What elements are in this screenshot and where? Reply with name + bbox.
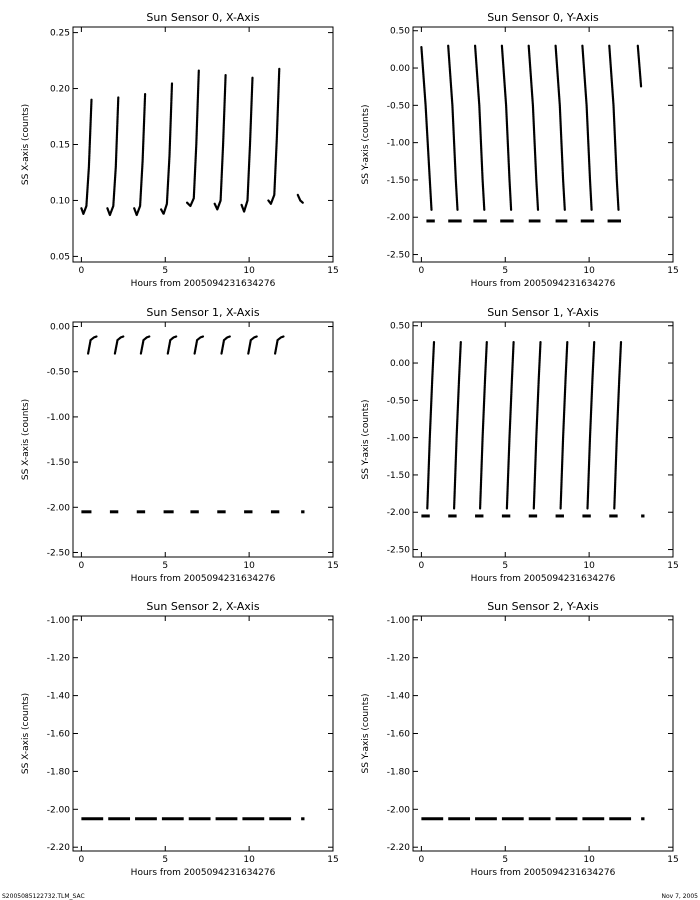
data-series-segment — [556, 46, 565, 210]
plot-frame — [413, 322, 673, 557]
x-axis-label: Hours from 2005094231634276 — [470, 279, 616, 289]
data-series-segment — [638, 46, 641, 87]
data-series-segment — [242, 77, 253, 211]
y-tick-label: -1.00 — [46, 412, 70, 423]
data-series-segment — [215, 75, 226, 209]
x-tick-label: 5 — [162, 561, 169, 571]
data-series-segment — [582, 46, 591, 210]
x-tick-label: 0 — [418, 561, 425, 571]
plot-frame — [413, 27, 673, 262]
y-tick-label: -1.40 — [46, 691, 70, 702]
y-axis-label: SS X-axis (counts) — [21, 692, 31, 775]
y-tick-label: -2.00 — [386, 508, 410, 519]
y-tick-label: -1.80 — [46, 767, 70, 778]
y-tick-label: 0.50 — [389, 321, 410, 332]
x-tick-label: 10 — [243, 561, 255, 571]
y-tick-label: -1.80 — [386, 767, 410, 778]
chart-panel-2 — [21, 306, 339, 584]
y-tick-label: -1.00 — [46, 615, 70, 626]
data-series-segment — [187, 71, 199, 206]
data-series-segment — [268, 68, 279, 203]
data-series-segment — [222, 337, 230, 354]
y-tick-label: 0.15 — [49, 140, 70, 151]
x-tick-label: 0 — [78, 561, 85, 571]
y-tick-label: -1.00 — [386, 138, 410, 149]
chart-title: Sun Sensor 0, Y-Axis — [487, 11, 599, 24]
x-axis-label: Hours from 2005094231634276 — [130, 868, 276, 878]
y-tick-label: -2.20 — [386, 843, 410, 854]
x-tick-label: 10 — [583, 266, 595, 276]
data-series-segment — [168, 337, 176, 354]
y-tick-label: -1.40 — [386, 691, 410, 702]
data-series-segment — [507, 342, 514, 508]
y-tick-label: -1.50 — [386, 175, 410, 186]
data-series-segment — [298, 195, 303, 203]
x-axis-label: Hours from 2005094231634276 — [470, 868, 616, 878]
data-series-segment — [561, 342, 568, 508]
y-tick-label: -1.20 — [46, 653, 70, 664]
x-tick-label: 15 — [667, 855, 679, 865]
y-tick-label: -2.00 — [46, 805, 70, 816]
data-series-segment — [502, 46, 511, 210]
data-series-segment — [248, 337, 256, 354]
y-tick-label: 0.00 — [49, 322, 70, 333]
x-tick-label: 5 — [502, 266, 509, 276]
y-tick-label: 0.20 — [49, 84, 70, 95]
chart-panel-0 — [21, 11, 339, 289]
y-tick-label: -1.00 — [386, 615, 410, 626]
y-tick-label: 0.00 — [389, 64, 410, 75]
y-tick-label: -1.20 — [386, 653, 410, 664]
x-tick-label: 10 — [583, 855, 595, 865]
x-axis-label: Hours from 2005094231634276 — [130, 574, 276, 584]
x-axis-label: Hours from 2005094231634276 — [130, 279, 276, 289]
plot-frame — [413, 616, 673, 851]
chart-title: Sun Sensor 1, X-Axis — [146, 306, 260, 319]
x-tick-label: 15 — [327, 266, 339, 276]
data-series-segment — [534, 342, 541, 508]
y-tick-label: 0.50 — [389, 26, 410, 37]
chart-title: Sun Sensor 2, Y-Axis — [487, 600, 599, 613]
y-tick-label: -2.50 — [386, 545, 410, 556]
chart-title: Sun Sensor 1, Y-Axis — [487, 306, 599, 319]
y-tick-label: -2.50 — [46, 548, 70, 559]
y-axis-label: SS Y-axis (counts) — [361, 104, 371, 185]
y-tick-label: -1.50 — [46, 458, 70, 469]
chart-title: Sun Sensor 0, X-Axis — [146, 11, 260, 24]
chart-title: Sun Sensor 2, X-Axis — [146, 600, 260, 613]
chart-panel-1 — [361, 11, 679, 289]
y-tick-label: -1.50 — [386, 470, 410, 481]
y-tick-label: -1.00 — [386, 433, 410, 444]
plot-date: Nov 7, 2005 — [661, 893, 698, 900]
data-series-segment — [115, 337, 123, 354]
plot-frame — [73, 27, 333, 262]
data-series-segment — [609, 46, 618, 210]
x-tick-label: 10 — [243, 266, 255, 276]
data-series-segment — [480, 342, 487, 508]
x-tick-label: 10 — [243, 855, 255, 865]
y-tick-label: -2.20 — [46, 843, 70, 854]
data-series-segment — [448, 46, 457, 210]
x-tick-label: 5 — [162, 855, 169, 865]
chart-panel-4 — [21, 600, 339, 878]
y-tick-label: 0.10 — [49, 196, 70, 207]
x-tick-label: 15 — [667, 561, 679, 571]
y-tick-label: -1.60 — [46, 729, 70, 740]
y-tick-label: 0.00 — [389, 359, 410, 370]
data-series-segment — [81, 100, 91, 214]
data-series-segment — [107, 98, 118, 216]
data-series-segment — [614, 342, 621, 508]
data-series-segment — [275, 337, 283, 354]
x-tick-label: 5 — [502, 855, 509, 865]
chart-panel-3 — [361, 306, 679, 584]
x-tick-label: 15 — [667, 266, 679, 276]
x-tick-label: 0 — [418, 855, 425, 865]
data-series-segment — [421, 47, 431, 210]
source-filename: S2005085122732.TLM_SAC — [2, 893, 85, 900]
y-tick-label: -0.50 — [46, 367, 70, 378]
x-axis-label: Hours from 2005094231634276 — [470, 574, 616, 584]
data-series-segment — [134, 94, 145, 215]
x-tick-label: 0 — [78, 266, 85, 276]
plot-frame — [73, 616, 333, 851]
x-tick-label: 5 — [162, 266, 169, 276]
y-tick-label: -1.60 — [386, 729, 410, 740]
y-tick-label: 0.25 — [49, 28, 70, 39]
y-tick-label: -2.50 — [386, 250, 410, 261]
x-tick-label: 0 — [78, 855, 85, 865]
x-tick-label: 5 — [502, 561, 509, 571]
data-series-segment — [454, 342, 461, 508]
y-axis-label: SS X-axis (counts) — [21, 103, 31, 186]
data-series-segment — [141, 337, 149, 354]
data-series-segment — [88, 337, 96, 354]
y-tick-label: -2.00 — [386, 805, 410, 816]
plot-frame — [73, 322, 333, 557]
data-series-segment — [529, 46, 538, 210]
y-tick-label: -0.50 — [386, 101, 410, 112]
x-tick-label: 0 — [418, 266, 425, 276]
y-tick-label: -2.00 — [386, 213, 410, 224]
y-axis-label: SS Y-axis (counts) — [361, 399, 371, 480]
data-series-segment — [588, 342, 595, 508]
x-tick-label: 10 — [583, 561, 595, 571]
data-series-segment — [161, 83, 172, 214]
y-axis-label: SS Y-axis (counts) — [361, 693, 371, 774]
x-tick-label: 15 — [327, 855, 339, 865]
data-series-segment — [475, 46, 484, 210]
data-series-segment — [195, 337, 203, 354]
data-series-segment — [427, 342, 434, 508]
y-tick-label: 0.05 — [49, 252, 70, 263]
chart-panel-5 — [361, 600, 679, 878]
y-axis-label: SS X-axis (counts) — [21, 398, 31, 481]
x-tick-label: 15 — [327, 561, 339, 571]
y-tick-label: -2.00 — [46, 503, 70, 514]
y-tick-label: -0.50 — [386, 396, 410, 407]
